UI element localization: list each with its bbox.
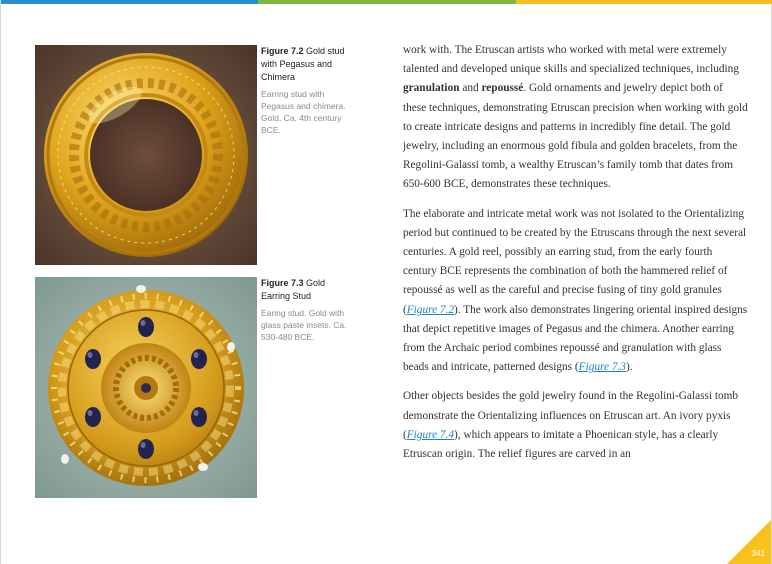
top-bar-blue [1,0,258,4]
figure-7-3-description: Earing stud. Gold with glass paste insets. Ca. 530-480 BCE. [261,308,347,342]
p2-text-c: ). [625,361,633,374]
p1-text-c: and [459,82,482,95]
p1-text-a: work with. The Etruscan artists who worked with metal were extremely talented and developed unique skills and specialized techniques, including [403,44,739,76]
p3-text-a: Other objects besides the gold jewelry found in the Regolini-Galassi tomb demonstrate the Orientalizing influences on Etruscan art. An ivory pyxis ( [403,390,739,441]
paragraph-2 [403,205,748,378]
p3-text-b: ), which appears to imitate a Phoenican style, has a clearly Etruscan origin. The relief figures are carved in an [403,428,719,461]
term-granulation: granulation [403,82,460,95]
figure-7-2-title-text: Gold stud with Pegasus and Chimera [261,46,345,82]
term-repousse: repoussé [481,82,524,95]
figure-7-2-image[interactable] [35,45,257,265]
body-text [403,41,748,474]
link-figure-7-3[interactable]: Figure 7.3 [578,361,626,374]
figure-7-3-title-text: Gold Earring Stud [261,278,326,301]
p1-text-d: . Gold ornaments and jewelry depict both of these techniques, demonstrating Etruscan precision when working with gold to create intricate designs and patterns in incredibly fine detail. The gold jewelry, including an enormous gold fibula and golden bracelets, from the Regolini-Galassi tomb, a wealthy Etruscan’s family tomb that dates from 650-600 BCE, demonstrates these techniques. [403,82,748,191]
figure-7-3-title [261,277,347,303]
top-bar-green [258,0,515,4]
figure-7-2-caption [261,45,347,136]
page-number: 341 [751,549,765,558]
link-figure-7-4[interactable]: Figure 7.4 [406,428,455,441]
link-figure-7-2[interactable]: Figure 7.2 [406,303,455,316]
paragraph-1 [403,41,748,195]
figure-7-3-caption [261,277,347,343]
figure-7-2-description: Earring stud with Pegasus and chimera. Gold. Ca. 4th century BCE. [261,89,346,135]
figure-7-2-label: Figure 7.2 [261,46,304,56]
figure-7-3-image[interactable] [35,277,257,498]
figure-7-3-label: Figure 7.3 [261,278,304,288]
p2-text-a: The elaborate and intricate metal work was not isolated to the Orientalizing period but continued to be created by the Etruscans through the next several centuries. A gold reel, possibly an earring stud, from the early fourth century BCE represents the combination of both the hammered relief of repoussé as well as the careful and precise fusing of tiny gold granules ( [403,207,747,316]
top-color-bar [1,0,772,4]
paragraph-3 [403,387,748,464]
figure-7-2-title [261,45,347,84]
top-bar-yellow [516,0,772,4]
p2-text-b: ). The work also demonstrates lingering oriental inspired designs that depict repetitive images of Pegasus and the chimera. Another earring from the Archaic period combines repoussé and granulation with glass beads and intricate, patterned designs ( [403,303,748,374]
